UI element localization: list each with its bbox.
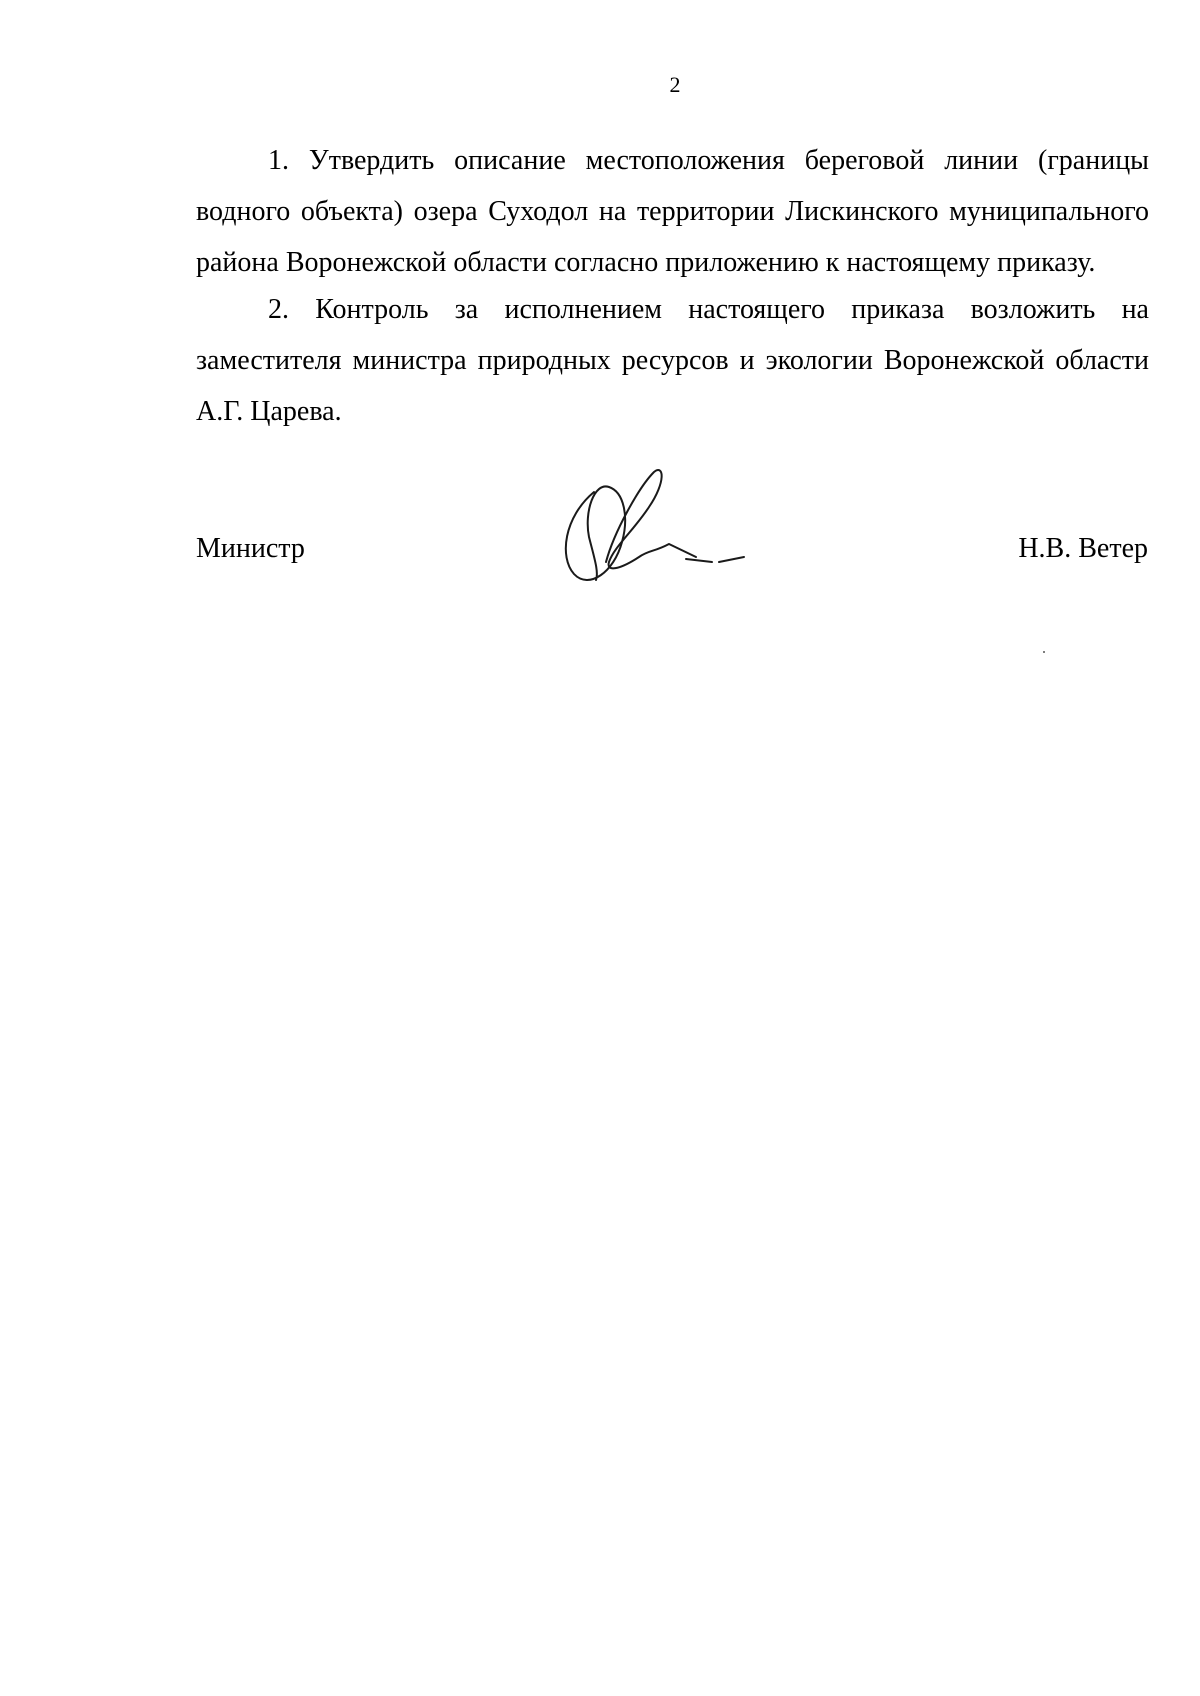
signatory-title: Министр xyxy=(196,533,305,564)
paragraph-approve-description: 1. Утвердить описание местоположения береговой линии (границы водного объекта) озера Суходол на территории Лискинского муниципального района Воронежской области согласно приложению к настоящему приказу. xyxy=(196,145,1149,278)
paragraph-control-assignment: 2. Контроль за исполнением настоящего приказа возложить на заместителя министра природных ресурсов и экологии Воронежской области А.Г. Царева. xyxy=(196,294,1149,427)
scan-speck xyxy=(1043,651,1045,653)
page-number: 2 xyxy=(669,72,681,97)
handwritten-signature xyxy=(554,462,754,592)
signatory-name: Н.В. Ветер xyxy=(1018,533,1148,564)
